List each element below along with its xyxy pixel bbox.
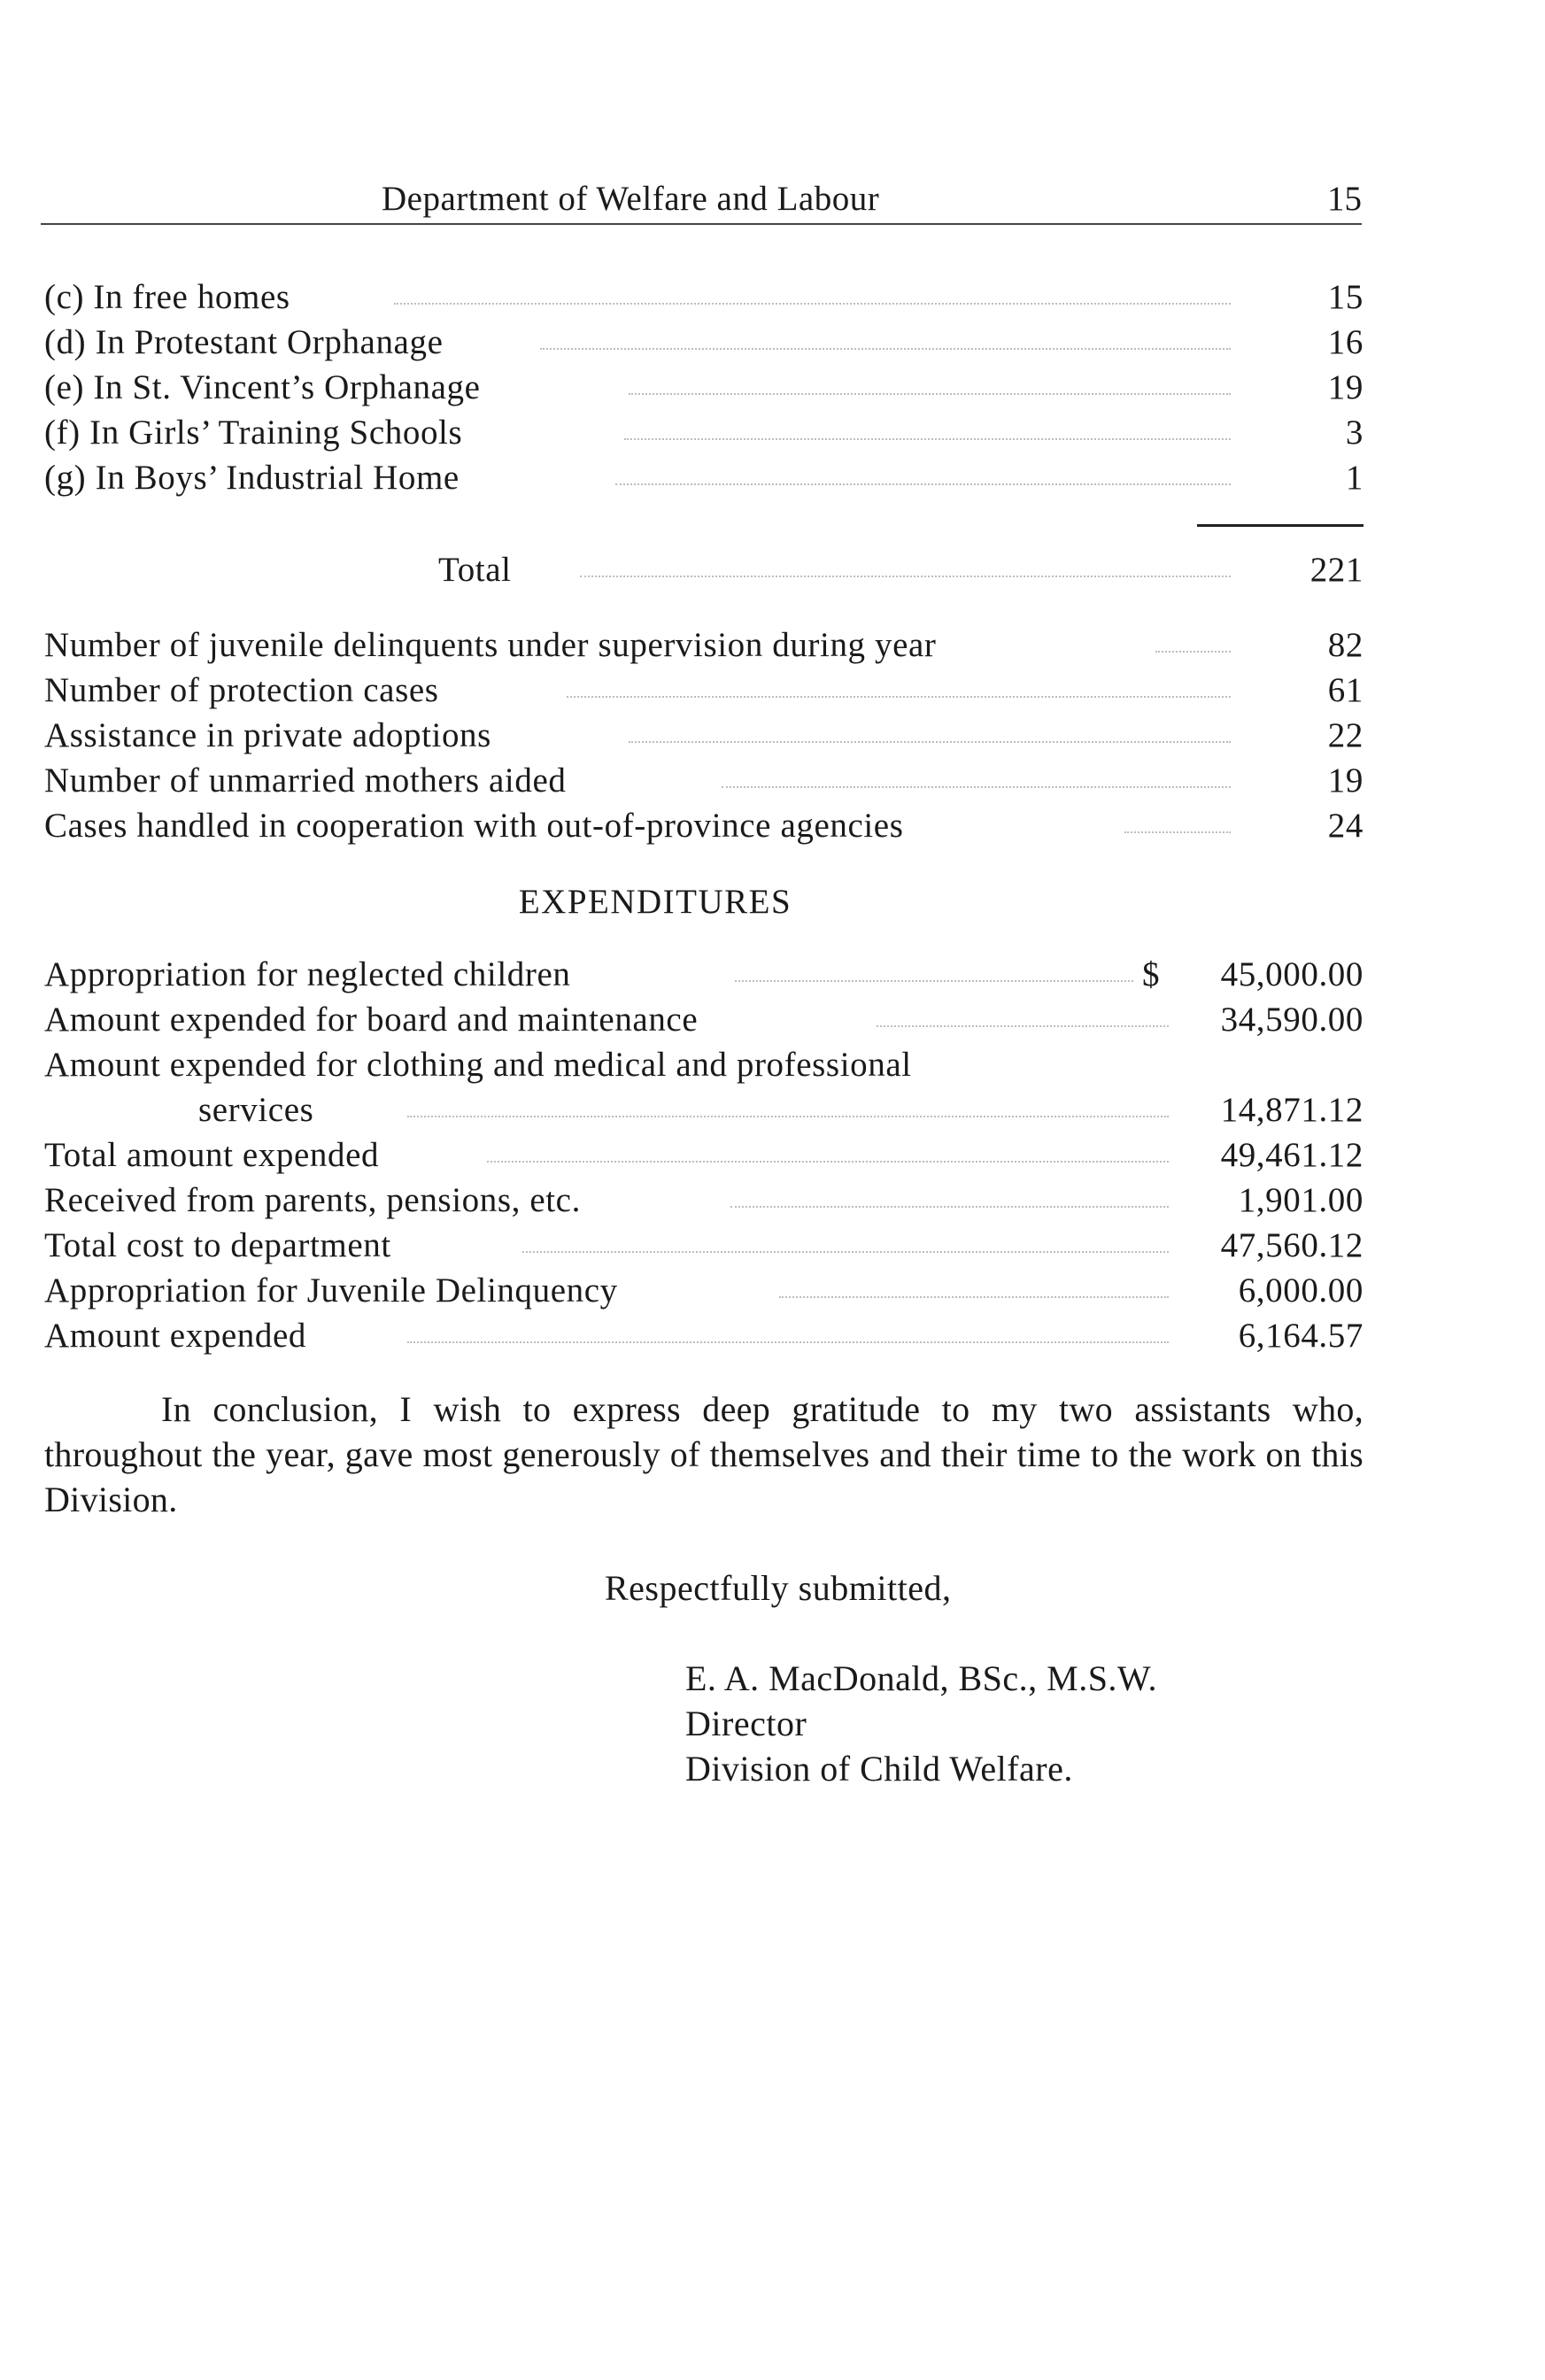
currency-symbol: $	[1142, 955, 1161, 993]
page-header	[41, 177, 1362, 225]
stat-label: Cases handled in cooperation with out-of-province agencies	[44, 807, 904, 845]
expenditure-value: 45,000.00	[1220, 955, 1363, 993]
total-row	[44, 547, 1363, 592]
expenditure-label: services	[198, 1091, 314, 1129]
expenditure-value: 6,000.00	[1238, 1271, 1363, 1310]
placement-value: 1	[1345, 459, 1363, 497]
expenditure-label: Appropriation for neglected children	[44, 955, 571, 993]
total-label: Total	[438, 551, 512, 589]
expenditure-label: Received from parents, pensions, etc.	[44, 1181, 581, 1219]
expenditure-row	[44, 1268, 1363, 1313]
placement-label: (d) In Protestant Orphanage	[44, 323, 444, 361]
expenditure-label: Total cost to department	[44, 1226, 391, 1264]
stat-row	[44, 758, 1363, 803]
expenditure-value: 47,560.12	[1220, 1226, 1363, 1264]
stat-label: Number of juvenile delinquents under supervision during year	[44, 626, 937, 664]
stat-value: 19	[1327, 761, 1363, 800]
stat-value: 22	[1327, 716, 1363, 754]
expenditure-row	[44, 997, 1363, 1042]
stat-value: 82	[1327, 626, 1363, 664]
expenditure-value: 1,901.00	[1238, 1181, 1363, 1219]
leader-dots	[730, 1206, 1169, 1208]
placement-row	[44, 410, 1363, 455]
expenditure-row	[44, 1087, 1363, 1132]
leader-dots	[1124, 831, 1231, 833]
leader-dots	[487, 1161, 1169, 1163]
expenditure-label: Amount expended	[44, 1317, 307, 1355]
leader-dots	[540, 348, 1231, 350]
expenditure-row	[44, 1223, 1363, 1268]
page-number: 15	[1327, 180, 1362, 218]
stat-row	[44, 668, 1363, 713]
conclusion-paragraph: In conclusion, I wish to express deep gratitude to my two assistants who, throughout the year, gave most generously of themselves and their time to the work on this Division.	[44, 1389, 1363, 1519]
leader-dots	[394, 303, 1231, 305]
leader-dots	[567, 696, 1231, 698]
placement-label: (c) In free homes	[44, 278, 290, 316]
stat-label: Number of protection cases	[44, 671, 439, 709]
leader-dots	[522, 1251, 1169, 1253]
placement-label: (f) In Girls’ Training Schools	[44, 413, 463, 452]
placement-value: 19	[1327, 368, 1363, 406]
leader-dots	[580, 576, 1231, 577]
stat-value: 24	[1327, 807, 1363, 845]
placement-value: 15	[1327, 278, 1363, 316]
leader-dots	[615, 483, 1231, 485]
leader-dots	[407, 1116, 1169, 1117]
signatory-role: Director	[685, 1704, 807, 1743]
expenditure-value: 49,461.12	[1220, 1136, 1363, 1174]
leader-dots	[722, 786, 1231, 788]
leader-dots	[779, 1296, 1169, 1298]
leader-dots	[735, 980, 1133, 982]
expenditure-value: 14,871.12	[1220, 1091, 1363, 1129]
expenditures-heading	[44, 882, 1363, 922]
stat-row	[44, 803, 1363, 848]
placement-value: 3	[1345, 413, 1363, 452]
placement-row	[44, 365, 1363, 410]
total-value: 221	[1309, 551, 1363, 589]
header-title: Department of Welfare and Labour	[382, 180, 880, 218]
expenditure-label: Total amount expended	[44, 1136, 380, 1174]
expenditure-row	[44, 1313, 1363, 1358]
leader-dots	[1155, 651, 1231, 653]
placement-row	[44, 320, 1363, 365]
stat-row	[44, 622, 1363, 668]
expenditure-label: Amount expended for clothing and medical and professional	[44, 1046, 912, 1084]
placement-value: 16	[1327, 323, 1363, 361]
stat-value: 61	[1327, 671, 1363, 709]
closing-line: Respectfully submitted,	[605, 1568, 952, 1608]
expenditure-row	[44, 1132, 1363, 1178]
placement-row	[44, 274, 1363, 320]
expenditures-heading-text: EXPENDITURES	[518, 883, 792, 921]
stat-label: Number of unmarried mothers aided	[44, 761, 567, 800]
leader-dots	[629, 393, 1231, 395]
expenditure-label: Amount expended for board and maintenance	[44, 1001, 699, 1039]
stat-label: Assistance in private adoptions	[44, 716, 491, 754]
signatory-division: Division of Child Welfare.	[685, 1749, 1073, 1789]
leader-dots	[629, 741, 1231, 743]
leader-dots	[877, 1025, 1169, 1027]
placement-row	[44, 455, 1363, 500]
expenditure-row	[44, 1042, 1363, 1087]
placement-label: (g) In Boys’ Industrial Home	[44, 459, 460, 497]
total-rule	[1197, 524, 1363, 527]
expenditure-label: Appropriation for Juvenile Delinquency	[44, 1271, 618, 1310]
expenditure-value: 34,590.00	[1220, 1001, 1363, 1039]
leader-dots	[624, 438, 1231, 440]
expenditure-row	[44, 1178, 1363, 1223]
expenditure-value: 6,164.57	[1238, 1317, 1363, 1355]
signatory-name: E. A. MacDonald, BSc., M.S.W.	[685, 1658, 1158, 1698]
stat-row	[44, 713, 1363, 758]
expenditure-row	[44, 952, 1363, 997]
placement-label: (e) In St. Vincent’s Orphanage	[44, 368, 481, 406]
leader-dots	[407, 1341, 1169, 1343]
